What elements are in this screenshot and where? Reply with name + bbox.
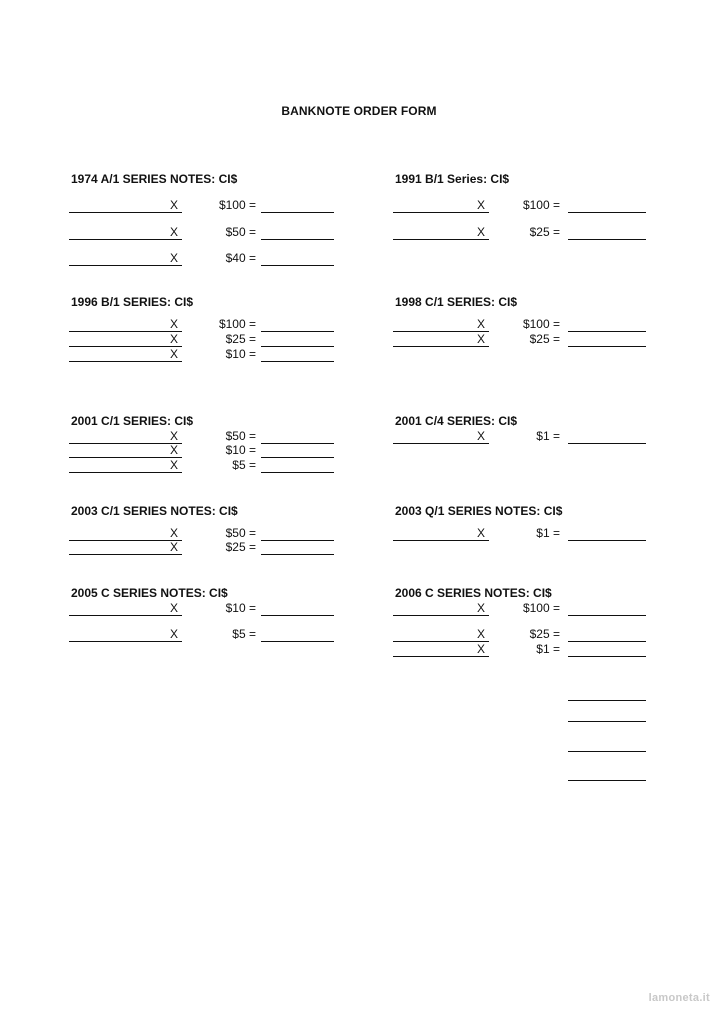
section-1998-c1 [393,295,673,395]
multiply-mark: X [477,601,486,615]
section-title: 2001 C/1 SERIES: CI$ [71,414,194,428]
section-title: 1996 B/1 SERIES: CI$ [71,295,194,309]
denomination-label: $1 = [536,642,560,656]
order-row [393,198,646,214]
summary-line[interactable] [568,780,646,781]
summary-line[interactable] [568,721,646,722]
order-row [69,198,334,214]
section-title: 2003 Q/1 SERIES NOTES: CI$ [395,504,563,518]
section-2005-c [69,586,349,686]
quantity-line[interactable] [393,656,489,657]
watermark: lamoneta.it [648,992,710,1004]
multiply-mark: X [170,526,179,540]
order-row [69,458,334,474]
multiply-mark: X [170,317,179,331]
multiply-mark: X [170,198,179,212]
quantity-line[interactable] [69,615,182,616]
order-row [69,540,334,556]
multiply-mark: X [477,642,486,656]
total-line[interactable] [568,443,646,444]
section-title: 2006 C SERIES NOTES: CI$ [395,586,552,600]
denomination-label: $10 = [225,601,256,615]
section-title: 1991 B/1 Series: CI$ [395,172,510,186]
quantity-line[interactable] [69,212,182,213]
multiply-mark: X [170,251,179,265]
multiply-mark: X [477,225,486,239]
order-row [393,317,646,333]
denomination-label: $25 = [225,332,256,346]
order-row [393,332,646,348]
section-title: 2003 C/1 SERIES NOTES: CI$ [71,504,238,518]
section-2001-c4 [393,414,673,514]
total-line[interactable] [261,641,334,642]
multiply-mark: X [477,317,486,331]
quantity-line[interactable] [393,540,489,541]
summary-line[interactable] [568,751,646,752]
section-2001-c1 [69,414,349,514]
order-row [69,332,334,348]
order-row [69,443,334,459]
denomination-label: $100 = [522,601,560,615]
quantity-line[interactable] [69,361,182,362]
denomination-label: $1 = [536,429,560,443]
denomination-label: $5 = [232,458,256,472]
multiply-mark: X [170,627,179,641]
section-1974-a1 [69,172,349,272]
summary-line[interactable] [568,700,646,701]
quantity-line[interactable] [393,212,489,213]
denomination-label: $100 = [218,317,256,331]
order-row [69,251,334,267]
quantity-line[interactable] [393,239,489,240]
section-title: 2001 C/4 SERIES: CI$ [395,414,518,428]
denomination-label: $50 = [225,225,256,239]
denomination-label: $100 = [218,198,256,212]
denomination-label: $10 = [225,347,256,361]
order-row [69,225,334,241]
total-line[interactable] [261,615,334,616]
denomination-label: $25 = [529,627,560,641]
multiply-mark: X [170,429,179,443]
denomination-label: $100 = [522,317,560,331]
section-2006-c [393,586,673,686]
order-row [69,601,334,617]
section-title: 1998 C/1 SERIES: CI$ [395,295,518,309]
total-line[interactable] [261,554,334,555]
section-1996-b1 [69,295,349,395]
order-row [393,627,646,643]
total-line[interactable] [568,212,646,213]
multiply-mark: X [170,443,179,457]
total-line[interactable] [261,361,334,362]
multiply-mark: X [477,332,486,346]
denomination-label: $50 = [225,429,256,443]
denomination-label: $10 = [225,443,256,457]
form-title: BANKNOTE ORDER FORM [281,104,437,118]
multiply-mark: X [477,429,486,443]
total-line[interactable] [261,212,334,213]
order-row [393,601,646,617]
denomination-label: $25 = [529,332,560,346]
order-row [393,225,646,241]
multiply-mark: X [170,458,179,472]
total-line[interactable] [261,472,334,473]
multiply-mark: X [170,540,179,554]
quantity-line[interactable] [69,265,182,266]
quantity-line[interactable] [69,239,182,240]
multiply-mark: X [477,198,486,212]
quantity-line[interactable] [69,472,182,473]
order-row [393,429,646,445]
quantity-line[interactable] [393,346,489,347]
quantity-line[interactable] [69,554,182,555]
order-row [393,642,646,658]
section-title: 2005 C SERIES NOTES: CI$ [71,586,228,600]
total-line[interactable] [261,239,334,240]
denomination-label: $5 = [232,627,256,641]
total-line[interactable] [568,346,646,347]
quantity-line[interactable] [69,641,182,642]
multiply-mark: X [170,601,179,615]
multiply-mark: X [170,347,179,361]
total-line[interactable] [568,239,646,240]
section-1991-b1 [393,172,673,272]
multiply-mark: X [170,332,179,346]
quantity-line[interactable] [393,615,489,616]
denomination-label: $25 = [529,225,560,239]
denomination-label: $1 = [536,526,560,540]
total-line[interactable] [568,656,646,657]
multiply-mark: X [477,526,486,540]
total-line[interactable] [568,615,646,616]
denomination-label: $50 = [225,526,256,540]
total-line[interactable] [568,540,646,541]
quantity-line[interactable] [393,443,489,444]
denomination-label: $100 = [522,198,560,212]
multiply-mark: X [477,627,486,641]
denomination-label: $25 = [225,540,256,554]
multiply-mark: X [170,225,179,239]
total-line[interactable] [261,265,334,266]
order-row [69,627,334,643]
order-row [69,317,334,333]
section-title: 1974 A/1 SERIES NOTES: CI$ [71,172,238,186]
order-row [393,526,646,542]
denomination-label: $40 = [225,251,256,265]
order-row [69,347,334,363]
